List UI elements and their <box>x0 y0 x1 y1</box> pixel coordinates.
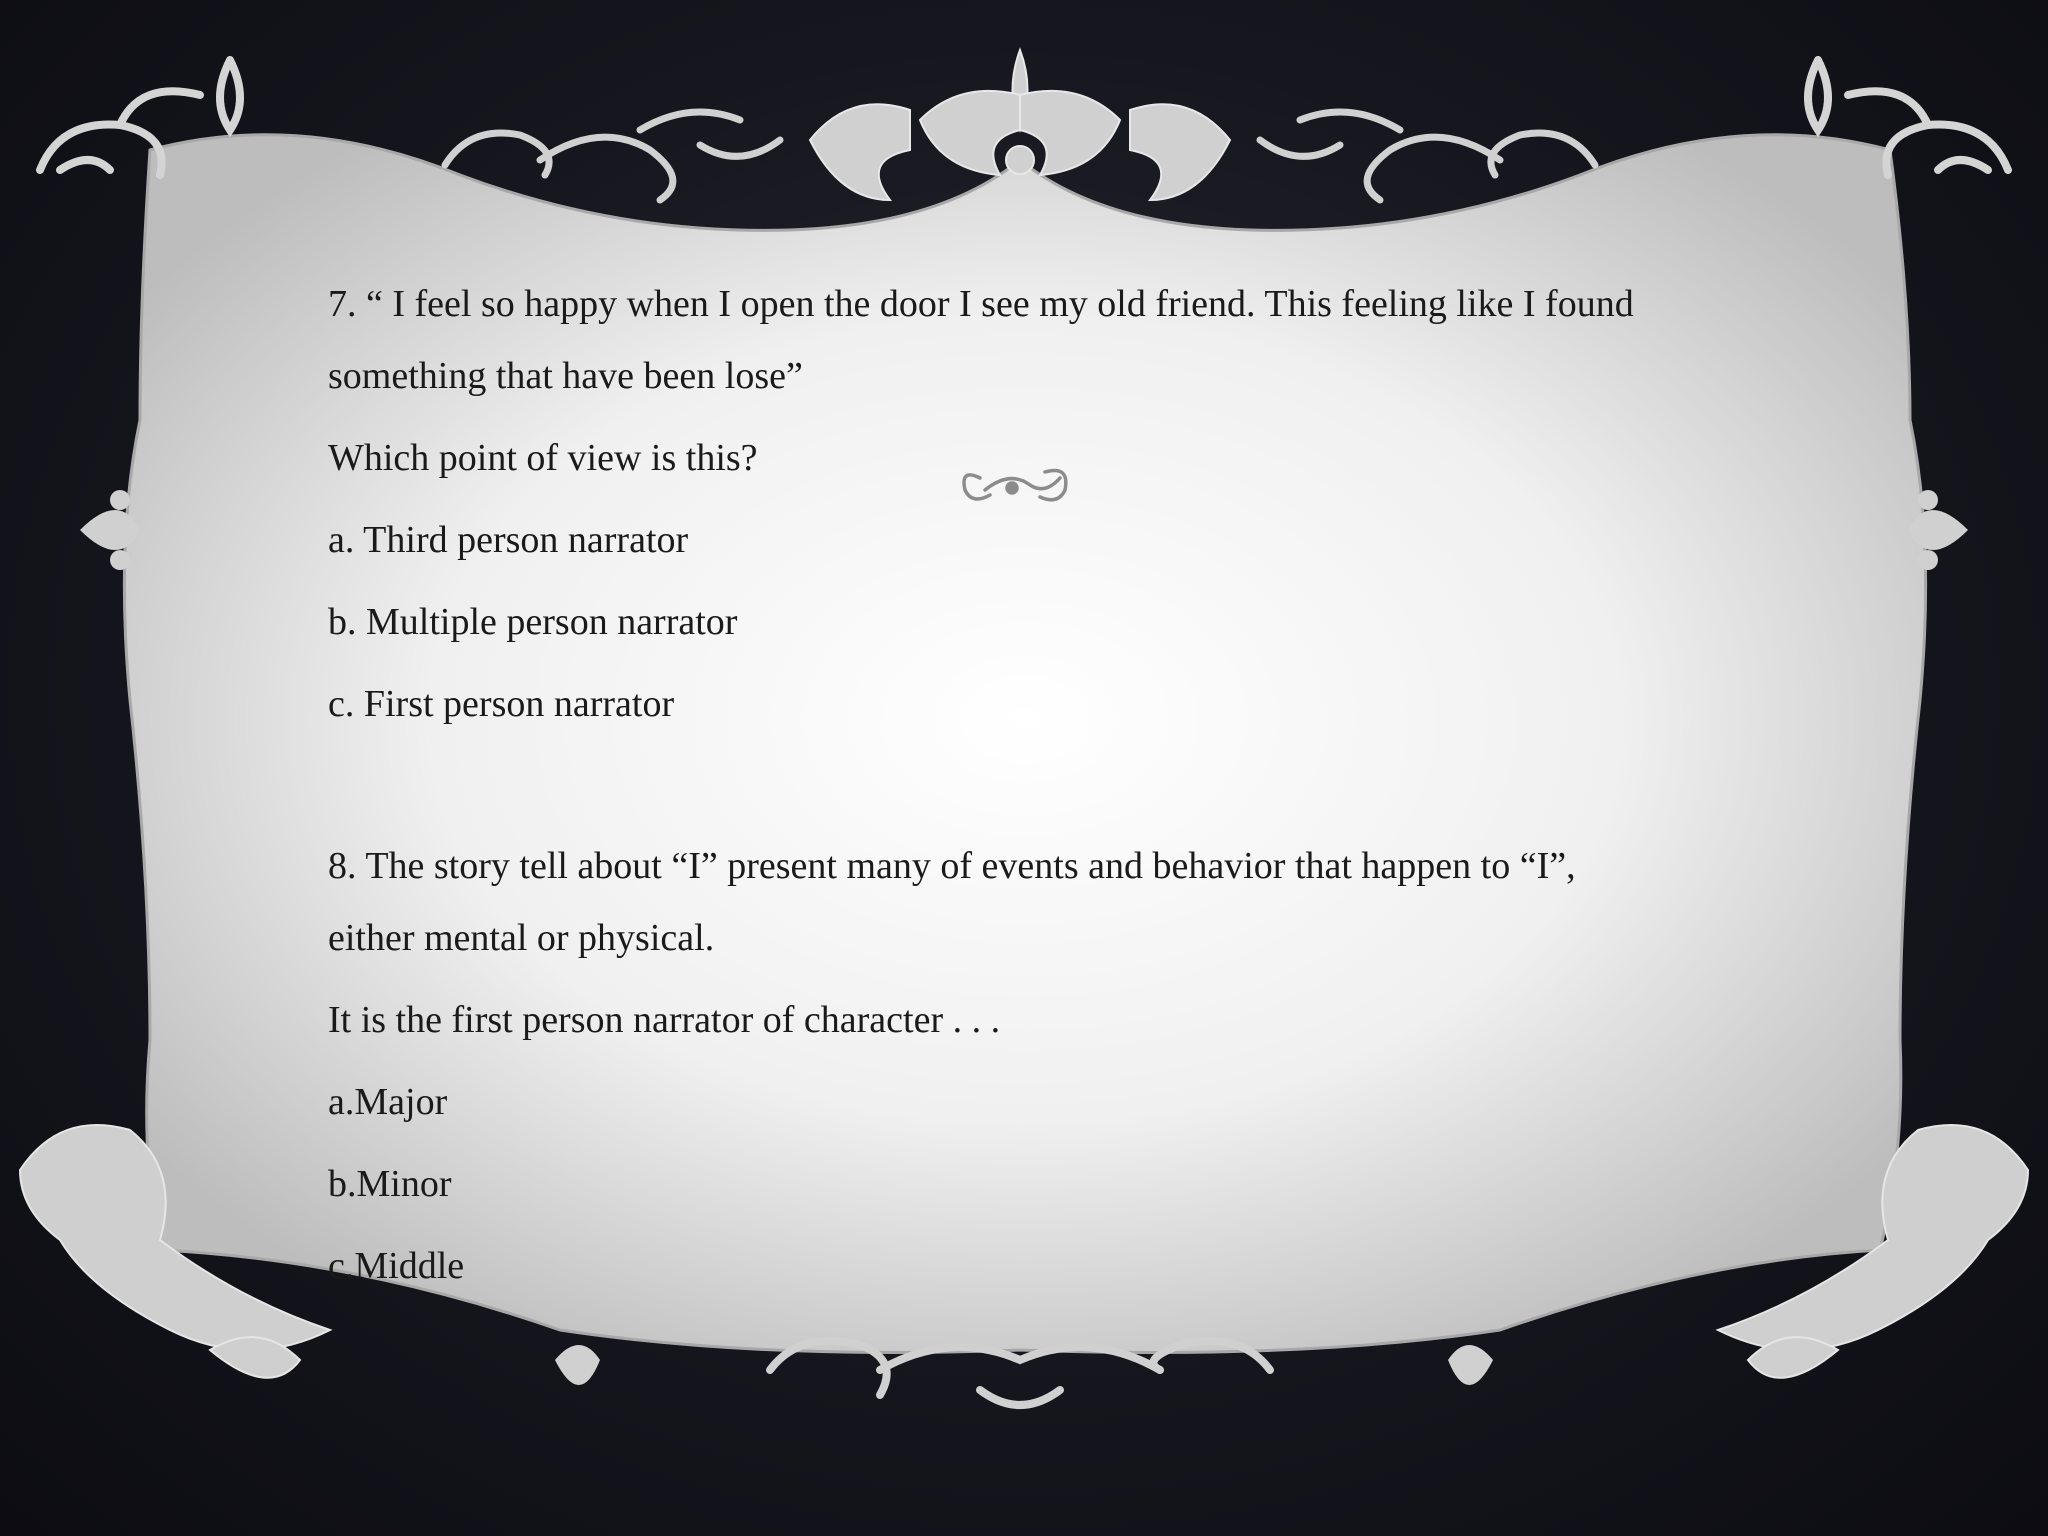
question-7-line-1: 7. “ I feel so happy when I open the door I see my old friend. This feeling like I found <box>328 283 1634 325</box>
question-8-option-b: b.Minor <box>328 1163 452 1205</box>
question-8-option-c: c.Middle <box>328 1245 465 1287</box>
question-8-prompt: It is the first person narrator of character . . . <box>328 999 1001 1041</box>
question-7-prompt: Which point of view is this? <box>328 437 758 479</box>
question-7-option-a: a. Third person narrator <box>328 519 689 561</box>
bottom-ornament-small-left <box>555 1345 600 1385</box>
question-8-line-2: either mental or physical. <box>328 917 715 959</box>
slide-content <box>328 268 1768 1302</box>
question-7-line-2: something that have been lose” <box>328 355 803 397</box>
bottom-ornament-small-right <box>1448 1345 1493 1385</box>
question-7-option-c: c. First person narrator <box>328 683 675 725</box>
question-7-option-b: b. Multiple person narrator <box>328 601 738 643</box>
question-8-line-1: 8. The story tell about “I” present many of events and behavior that happen to “I”, <box>328 845 1576 887</box>
question-8-option-a: a.Major <box>328 1081 448 1123</box>
